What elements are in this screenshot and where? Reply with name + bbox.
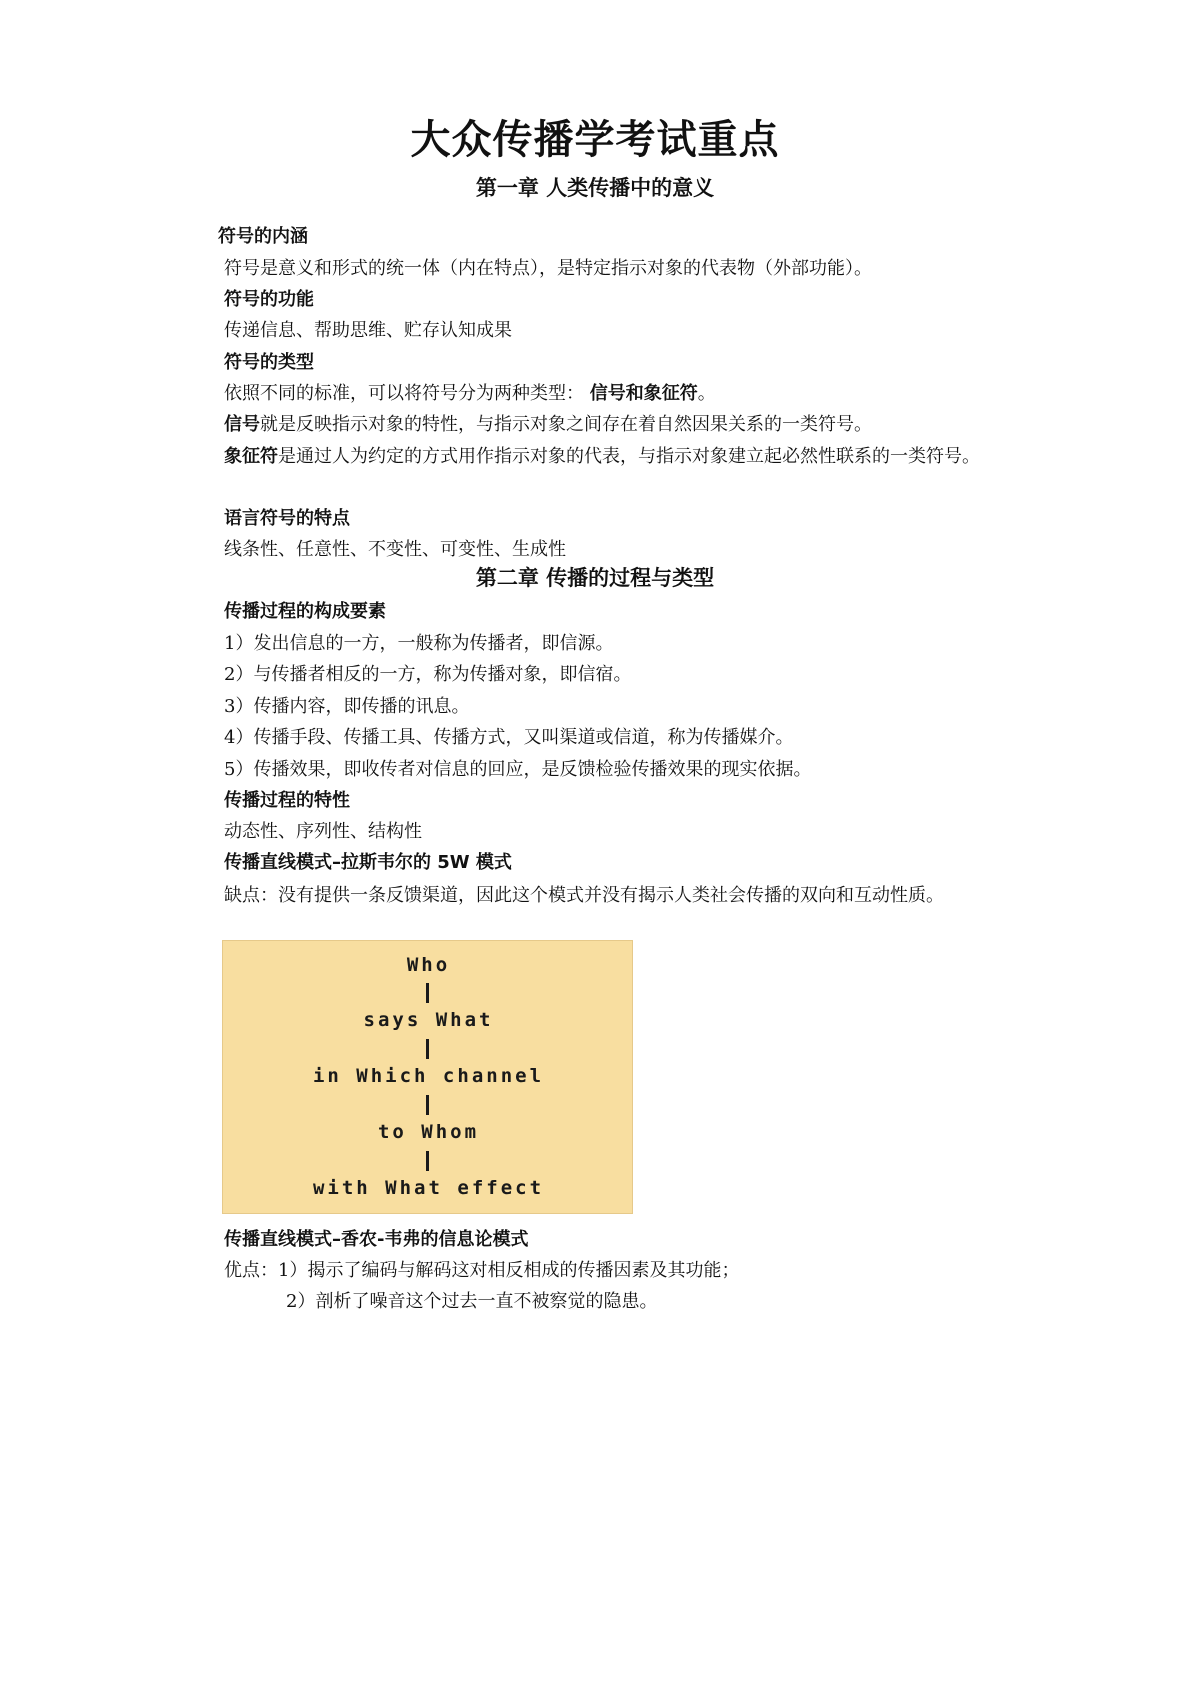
chapter-1-title: 第一章 人类传播中的意义 [475,176,715,200]
element-item: 2）与传播者相反的一方，称为传播对象，即信宿。 [224,664,632,685]
element-item: 4）传播手段、传播工具、传播方式，又叫渠道或信道，称为传播媒介。 [224,727,794,748]
heading-process-elements: 传播过程的构成要素 [224,601,386,622]
text-symbol-meaning: 符号是意义和形式的统一体（内在特点），是特定指示对象的代表物（外部功能）。 [224,258,872,279]
heading-symbol-types: 符号的类型 [224,352,314,373]
lasswell-5w-figure [222,940,633,1214]
figure-line-effect: with What effect [312,1177,545,1199]
figure-connector [426,983,429,1003]
heading-symbol-meaning: 符号的内涵 [218,226,308,247]
heading-language-symbol: 语言符号的特点 [224,508,350,529]
text-lasswell-drawback: 缺点：没有提供一条反馈渠道，因此这个模式并没有揭示人类社会传播的双向和互动性质。 [224,885,944,906]
text-symbol-types [224,380,1024,408]
text-signal-definition [224,411,1024,439]
element-item: 3）传播内容，即传播的讯息。 [224,696,470,717]
text-process-features: 动态性、序列性、结构性 [224,821,422,842]
chapter-2-title: 第二章 传播的过程与类型 [475,566,715,590]
figure-connector [426,1039,429,1059]
symbol-definition: 是通过人为约定的方式用作指示对象的代表，与指示对象建立起必然性联系的一类符号。 [278,446,980,467]
figure-line-says-what: says What [363,1009,494,1031]
heading-shannon-model: 传播直线模式–香农-韦弗的信息论模式 [224,1229,529,1250]
text-language-symbol: 线条性、任意性、不变性、可变性、生成性 [224,539,566,560]
heading-lasswell-model: 传播直线模式–拉斯韦尔的 5W 模式 [224,852,512,873]
heading-process-features: 传播过程的特性 [224,790,350,811]
figure-line-to-whom: to Whom [377,1121,480,1143]
text-symbol-definition [182,441,1032,473]
element-item: 5）传播效果，即收传者对信息的回应，是反馈检验传播效果的现实依据。 [224,759,812,780]
types-intro: 依照不同的标准，可以将符号分为两种类型： [224,383,584,404]
types-end: 。 [697,383,716,404]
figure-line-channel: in Which channel [312,1065,545,1087]
symbol-term: 象征符 [224,446,278,467]
text-shannon-advantage-1: 优点：1）揭示了编码与解码这对相反相成的传播因素及其功能； [224,1260,740,1281]
page-title: 大众传播学考试重点 [410,117,780,163]
figure-connector [426,1151,429,1171]
element-item: 1）发出信息的一方，一般称为传播者，即信源。 [224,633,614,654]
types-bold: 信号和象征符 [589,383,698,404]
text-shannon-advantage-2: 2）剖析了噪音这个过去一直不被察觉的隐患。 [286,1291,658,1312]
signal-definition: 就是反映指示对象的特性，与指示对象之间存在着自然因果关系的一类符号。 [260,414,872,435]
text-symbol-function: 传递信息、帮助思维、贮存认知成果 [224,320,512,341]
figure-line-who: Who [406,954,451,976]
figure-connector [426,1095,429,1115]
heading-symbol-function: 符号的功能 [224,289,314,310]
signal-term: 信号 [224,414,260,435]
